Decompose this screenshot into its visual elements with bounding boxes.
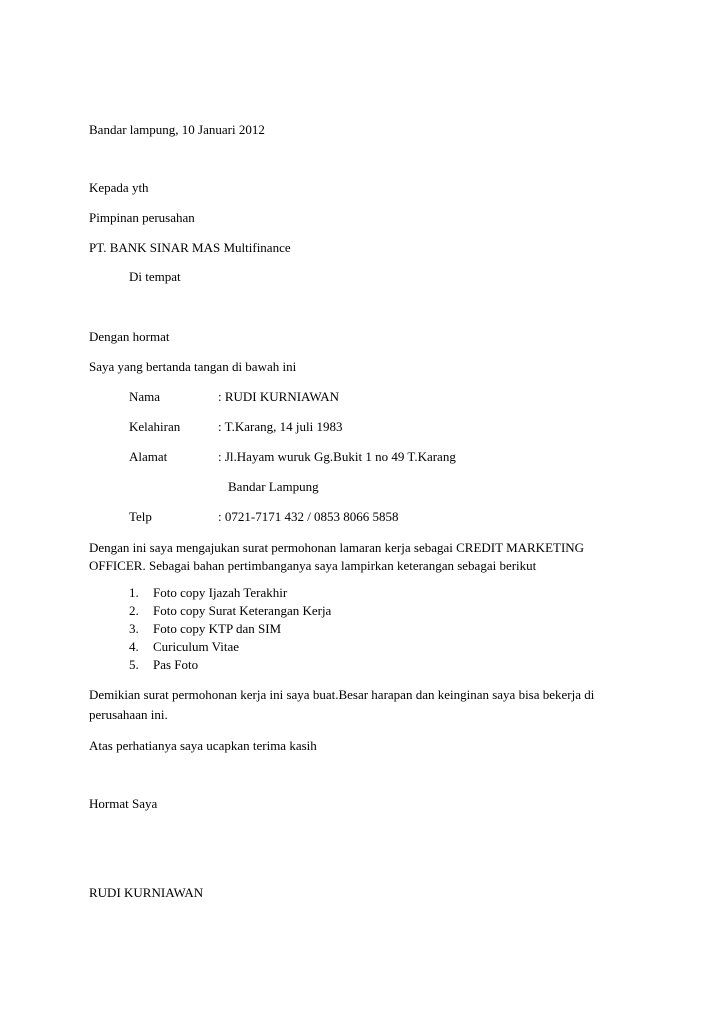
recipient-company: PT. BANK SINAR MAS Multifinance — [89, 240, 291, 255]
recipient-location: Di tempat — [129, 269, 181, 284]
applicant-name-row — [129, 388, 629, 406]
letter-page: Bandar lampung, 10 Januari 2012 Kepada yth Pimpinan perusahan PT. BANK SINAR MAS Multifinance Di tempat Dengan hormat Saya yang bertanda tangan di bawah ini Nama : RUDI KURNIAWAN Kelahiran : T.Karang, 14 juli 1983 Alamat : Jl.Hayam wuruk Gg.Bukit 1 no 49 T.Karang Bandar Lampung Telp : 0721-7171 432 / 0853 8066 5858 Dengan ini saya mengajukan surat permohonan lamaran kerja sebagai CREDIT MARKETING OFFICER. Sebagai bahan pertimbanganya saya lampirkan keterangan sebagai berikut 1. Foto copy Ijazah Terakhir 2. Foto copy Surat Keterangan Kerja 3. Foto copy KTP dan SIM 4. Curiculum Vitae 5. Pas Foto Demikian surat permohonan kerja ini saya buat.Besar harapan dan keinginan saya bisa bekerja di perusahaan ini. Atas perhatianya saya ucapkan terima kasih Hormat Saya RUDI KURNIAWAN — [0, 0, 728, 1030]
recipient-position: Pimpinan perusahan — [89, 210, 195, 225]
salutation: Dengan hormat — [89, 329, 170, 344]
applicant-birth-value: : T.Karang, 14 juli 1983 — [218, 419, 343, 434]
applicant-address-row — [129, 448, 629, 466]
place-date: Bandar lampung, 10 Januari 2012 — [89, 122, 265, 137]
recipient-greeting: Kepada yth — [89, 180, 149, 195]
applicant-address-label: Alamat — [129, 449, 168, 464]
thanks-text: Atas perhatianya saya ucapkan terima kasih — [89, 738, 317, 753]
applicant-birth-row — [129, 418, 629, 436]
signature-name: RUDI KURNIAWAN — [89, 885, 204, 900]
applicant-phone-label: Telp — [129, 509, 152, 524]
applicant-name-value: : RUDI KURNIAWAN — [218, 389, 340, 404]
body-line-2: OFFICER. Sebagai bahan pertimbanganya saya lampirkan keterangan sebagai berikut — [89, 558, 537, 573]
intro-text: Saya yang bertanda tangan di bawah ini — [89, 359, 297, 374]
sign-off: Hormat Saya — [89, 796, 158, 811]
applicant-phone-value: : 0721-7171 432 / 0853 8066 5858 — [218, 509, 399, 524]
applicant-address-value-2: Bandar Lampung — [228, 479, 319, 494]
applicant-phone-row — [129, 508, 629, 526]
applicant-name-label: Nama — [129, 389, 161, 404]
closing-line-1: Demikian surat permohonan kerja ini saya buat.Besar harapan dan keinginan saya bisa bekerja di — [89, 687, 595, 702]
applicant-address-value: : Jl.Hayam wuruk Gg.Bukit 1 no 49 T.Karang — [218, 449, 456, 464]
body-line-1: Dengan ini saya mengajukan surat permohonan lamaran kerja sebagai CREDIT MARKETING — [89, 540, 585, 555]
applicant-birth-label: Kelahiran — [129, 419, 181, 434]
closing-line-2: perusahaan ini. — [89, 707, 168, 722]
